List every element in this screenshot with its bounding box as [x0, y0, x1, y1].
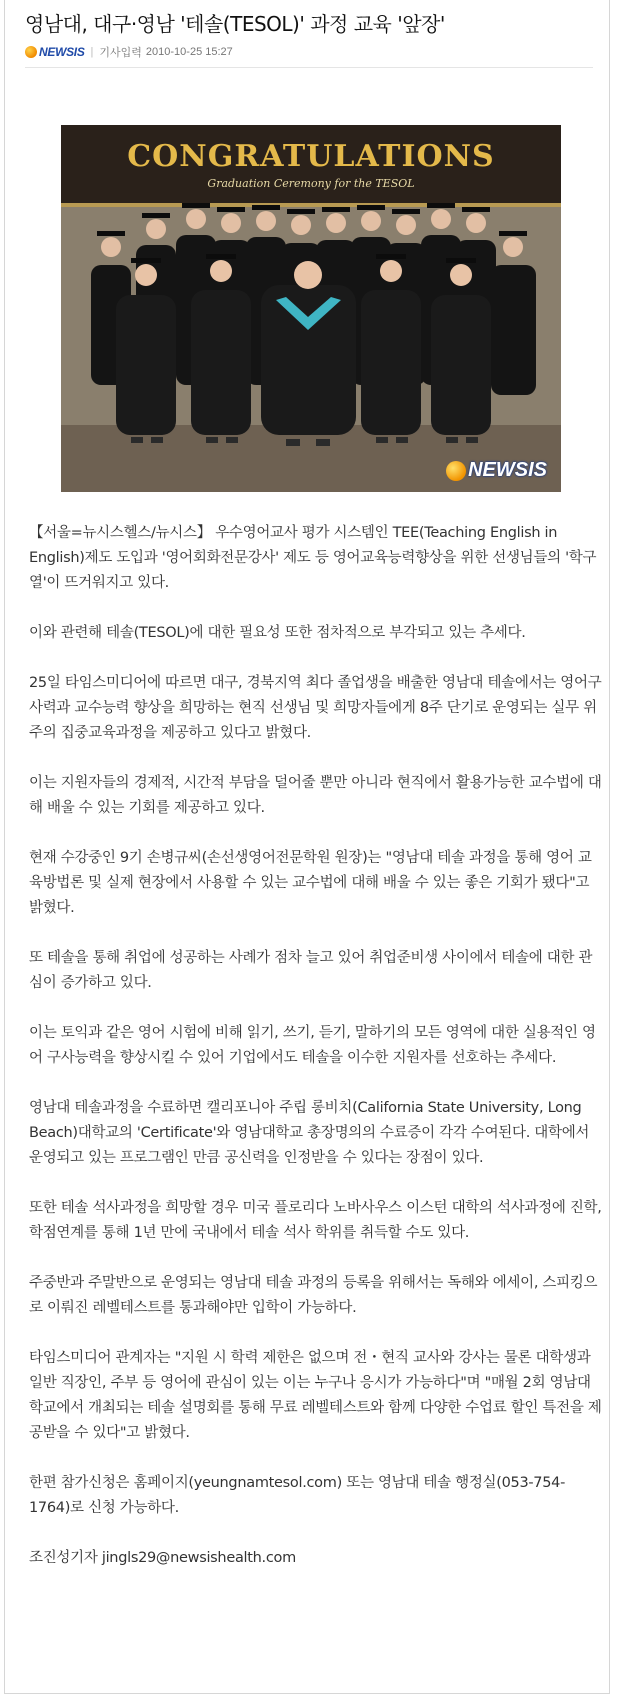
article-paragraph: 또 테솔을 통해 취업에 성공하는 사례가 점차 늘고 있어 취업준비생 사이에서 테솔에 대한 관심이 증가하고 있다.	[29, 950, 593, 991]
article-paragraph: 이와 관련해 테솔(TESOL)에 대한 필요성 또한 점차적으로 부각되고 있는 추세다.	[29, 625, 526, 641]
article-paragraph: 25일 타임스미디어에 따르면 대구, 경북지역 최다 졸업생을 배출한 영남대 테솔에서는 영어구사력과 교수능력 향상을 희망하는 현직 선생님 및 희망자들에게 8주 단기로 운영되는 실무 위주의 집중교육과정을 제공하고 있다고 밝혔다.	[29, 675, 602, 741]
photo-watermark: NEWSIS	[446, 459, 547, 482]
article-paragraph: 현재 수강중인 9기 손병규씨(손선생영어전문학원 원장)는 "영남대 테솔 과정을 통해 영어 교육방법론 및 실제 현장에서 사용할 수 있는 교수법에 대해 배울 수 있는 좋은 기회가 됐다"고 밝혔다.	[29, 850, 592, 916]
article-meta	[25, 43, 233, 61]
article-photo	[61, 125, 561, 492]
newsis-logo[interactable]: NEWSIS	[25, 45, 85, 59]
newsis-logo-icon	[25, 46, 37, 58]
publish-date: 2010-10-25 15:27	[145, 46, 233, 58]
article-page	[4, 0, 610, 1694]
meta-divider: |	[90, 46, 94, 58]
newsis-watermark-icon	[446, 461, 466, 481]
article-headline: 영남대, 대구·영남 '테솔(TESOL)' 과정 교육 '앞장'	[25, 12, 445, 36]
article-paragraph: 주중반과 주말반으로 운영되는 영남대 테솔 과정의 등록을 위해서는 독해와 에세이, 스피킹으로 이뤄진 레벨테스트를 통과해야만 입학이 가능하다.	[29, 1275, 598, 1316]
photo-banner-subtitle: Graduation Ceremony for the TESOL	[207, 177, 415, 190]
article-paragraph: 한편 참가신청은 홈페이지(yeungnamtesol.com) 또는 영남대 테솔 행정실(053-754-1764)로 신청 가능하다.	[29, 1475, 566, 1516]
article-body	[29, 521, 604, 1596]
date-label: 기사입력	[99, 47, 142, 59]
article-paragraph: 또한 테솔 석사과정을 희망할 경우 미국 플로리다 노바사우스 이스턴 대학의 석사과정에 진학, 학점연계를 통해 1년 만에 국내에서 테솔 석사 학위를 취득할 수도 있다.	[29, 1200, 602, 1241]
article-paragraph: 타임스미디어 관계자는 "지원 시 학력 제한은 없으며 전・현직 교사와 강사는 물론 대학생과 일반 직장인, 주부 등 영어에 관심이 있는 이는 누구나 응시가 가능하다"며 "매월 2회 영남대학교에서 개최되는 테솔 설명회를 통해 무료 레벨테스트와 함께 다양한 수업료 할인 특전을 제공받을 수 있다"고 밝혔다.	[29, 1350, 602, 1441]
article-paragraph: 이는 지원자들의 경제적, 시간적 부담을 덜어줄 뿐만 아니라 현직에서 활용가능한 교수법에 대해 배울 수 있는 기회를 제공하고 있다.	[29, 775, 602, 816]
reporter-byline: 조진성기자 jingls29@newsishealth.com	[29, 1550, 296, 1566]
article-paragraph: 이는 토익과 같은 영어 시험에 비해 읽기, 쓰기, 듣기, 말하기의 모든 영역에 대한 실용적인 영어 구사능력을 향상시킬 수 있어 기업에서도 테솔을 이수한 지원자를 선호하는 추세다.	[29, 1025, 596, 1066]
article-paragraph: 【서울=뉴시스헬스/뉴시스】 우수영어교사 평가 시스템인 TEE(Teaching English in English)제도 도입과 '영어회화전문강사' 제도 등 영어교육능력향상을 위한 선생님들의 '학구열'이 뜨거워지고 있다.	[29, 525, 597, 591]
photo-banner-title: CONGRATULATIONS	[127, 139, 495, 174]
article-paragraph: 영남대 테솔과정을 수료하면 캘리포니아 주립 롱비치(California State University, Long Beach)대학교의 'Certificate'와 영남대학교 총장명의의 수료증이 각각 수여된다. 대학에서 운영되고 있는 프로그램인 만큼 공신력을 인정받을 수 있다는 장점이 있다.	[29, 1100, 590, 1166]
header-divider	[25, 67, 593, 68]
